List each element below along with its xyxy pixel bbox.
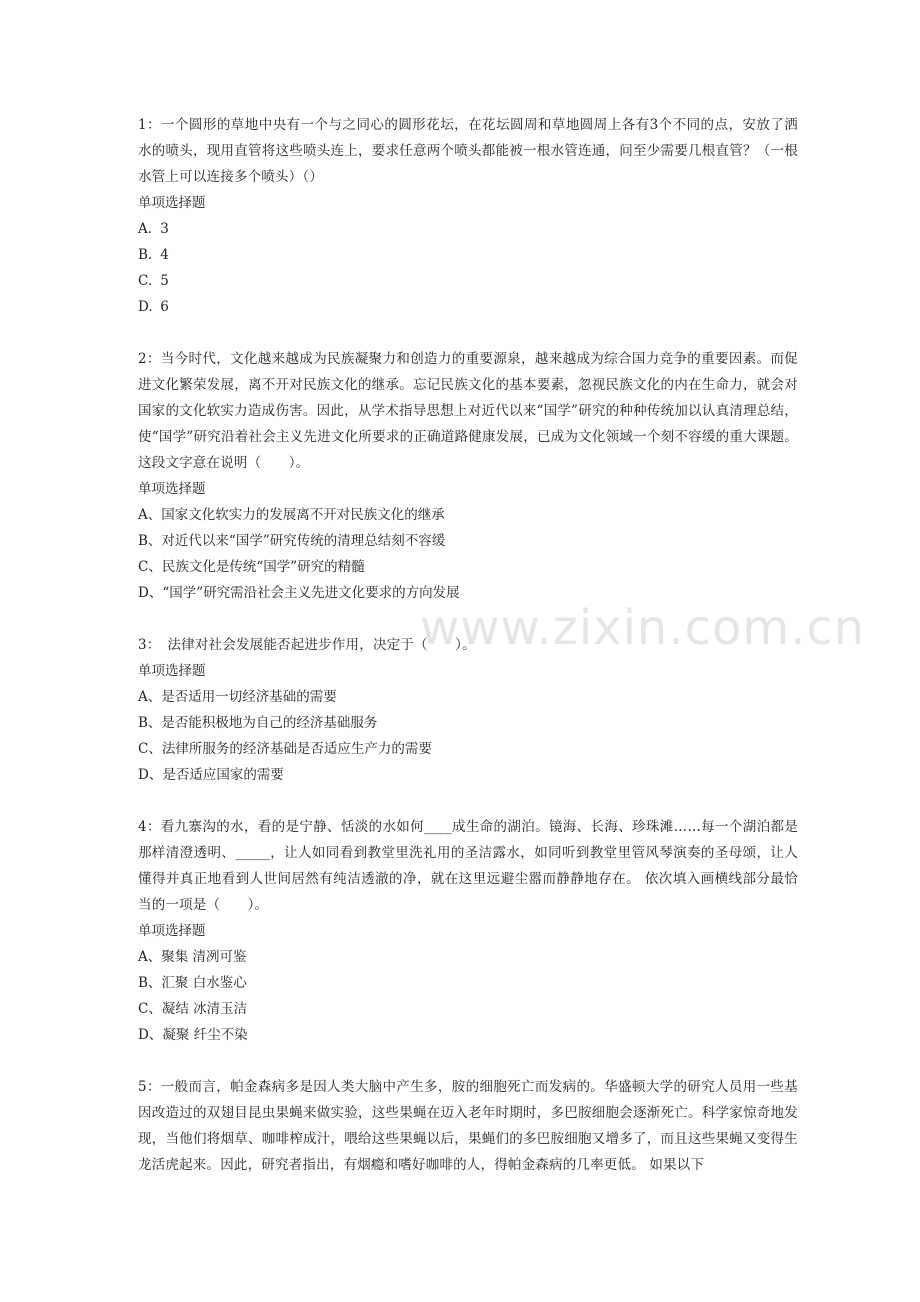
option-letter: D、 [138, 585, 163, 601]
option-b[interactable] [138, 970, 798, 996]
option-letter: A、 [138, 689, 162, 705]
option-b[interactable] [138, 242, 798, 268]
option-text: “国学”研究需沿社会主义先进文化要求的方向发展 [162, 585, 460, 601]
option-a[interactable] [138, 684, 798, 710]
option-text: 6 [160, 299, 169, 315]
option-letter: A. [138, 221, 153, 237]
option-letter: C、 [138, 559, 162, 575]
question-stem: 2：当今时代，文化越来越成为民族凝聚力和创造力的重要源泉，越来越成为综合国力竞争的重要因素。而促进文化繁荣发展，离不开对民族文化的继承。忘记民族文化的基本要素，忽视民族文化的内在生命力，就会对国家的文化软实力造成伤害。因此，从学术指导思想上对近代以来“国学”研究的种种传统加以认真清理总结，使“国学”研究沿着社会主义先进文化所要求的正确道路健康发展，已成为文化领域一个刻不容缓的重大课题。这段文字意在说明（ ）。 [138, 351, 798, 471]
option-letter: A、 [138, 507, 162, 523]
option-text: 凝结 冰清玉洁 [161, 1001, 248, 1017]
option-a[interactable] [138, 944, 798, 970]
option-letter: A、 [138, 949, 162, 965]
option-text: 国家文化软实力的发展离不开对民族文化的继承 [161, 507, 445, 523]
question-1 [138, 112, 798, 320]
option-text: 对近代以来“国学”研究传统的清理总结刻不容缓 [161, 533, 446, 549]
option-letter: B、 [138, 975, 162, 991]
option-d[interactable] [138, 580, 798, 606]
option-text: 是否适用一切经济基础的需要 [161, 689, 337, 705]
option-a[interactable] [138, 216, 798, 242]
question-type: 单项选择题 [138, 663, 206, 679]
question-type: 单项选择题 [138, 923, 206, 939]
option-letter: D、 [138, 1027, 163, 1043]
question-list [138, 112, 798, 1204]
question-type: 单项选择题 [138, 481, 206, 497]
option-text: 5 [160, 273, 169, 289]
question-stem: 1：一个圆形的草地中央有一个与之同心的圆形花坛，在花坛圆周和草地圆周上各有3个不同的点，安放了洒水的喷头，现用直管将这些喷头连上，要求任意两个喷头都能被一根水管连通，问至少需要几根直管？（一根水管上可以连接多个喷头）（） [138, 117, 798, 185]
option-text: 4 [160, 247, 169, 263]
option-text: 是否适应国家的需要 [162, 767, 284, 783]
option-letter: C、 [138, 1001, 162, 1017]
option-text: 3 [160, 221, 169, 237]
question-2 [138, 346, 798, 606]
question-3 [138, 632, 798, 788]
option-a[interactable] [138, 502, 798, 528]
question-stem: 3： 法律对社会发展能否起进步作用，决定于（ ）。 [138, 637, 476, 653]
option-d[interactable] [138, 762, 798, 788]
option-letter: C. [138, 273, 153, 289]
option-text: 汇聚 白水鉴心 [161, 975, 247, 991]
watermark: www.zixin.com.cn [420, 600, 866, 656]
option-letter: B、 [138, 533, 162, 549]
option-text: 民族文化是传统“国学”研究的精髓 [161, 559, 365, 575]
option-c[interactable] [138, 996, 798, 1022]
option-letter: B、 [138, 715, 162, 731]
question-stem: 4：看九寨沟的水，看的是宁静、恬淡的水如何____成生命的湖泊。镜海、长海、珍珠滩……每一个湖泊都是那样清澄透明、_____，让人如同看到教堂里洗礼用的圣洁露水，如同听到教堂里管风琴演奏的圣母颂，让人懂得并真正地看到人世间居然有纯洁透澈的净，就在这里远避尘嚣而静静地存在。 依次填入画横线部分最恰当的一项是（ ）。 [138, 819, 798, 913]
option-b[interactable] [138, 528, 798, 554]
option-d[interactable] [138, 294, 798, 320]
option-text: 法律所服务的经济基础是否适应生产力的需要 [161, 741, 432, 757]
option-letter: B. [138, 247, 153, 263]
option-text: 凝聚 纤尘不染 [162, 1027, 248, 1043]
option-text: 聚集 清冽可鉴 [161, 949, 247, 965]
option-c[interactable] [138, 554, 798, 580]
question-5 [138, 1074, 798, 1178]
question-type: 单项选择题 [138, 195, 206, 211]
option-b[interactable] [138, 710, 798, 736]
option-letter: C、 [138, 741, 162, 757]
option-c[interactable] [138, 736, 798, 762]
question-stem: 5：一般而言，帕金森病多是因人类大脑中产生多，胺的细胞死亡而发病的。华盛顿大学的研究人员用一些基因改造过的双翅目昆虫果蝇来做实验，这些果蝇在迈入老年时期时，多巴胺细胞会逐渐死亡。科学家惊奇地发现，当他们将烟草、咖啡榨成汁，喂给这些果蝇以后，果蝇们的多巴胺细胞又增多了，而且这些果蝇又变得生龙活虎起来。因此，研究者指出，有烟瘾和嗜好咖啡的人，得帕金森病的几率更低。 如果以下 [138, 1079, 798, 1173]
option-letter: D、 [138, 767, 163, 783]
option-d[interactable] [138, 1022, 798, 1048]
option-letter: D. [138, 299, 153, 315]
option-c[interactable] [138, 268, 798, 294]
question-4 [138, 814, 798, 1048]
option-text: 是否能积极地为自己的经济基础服务 [161, 715, 378, 731]
